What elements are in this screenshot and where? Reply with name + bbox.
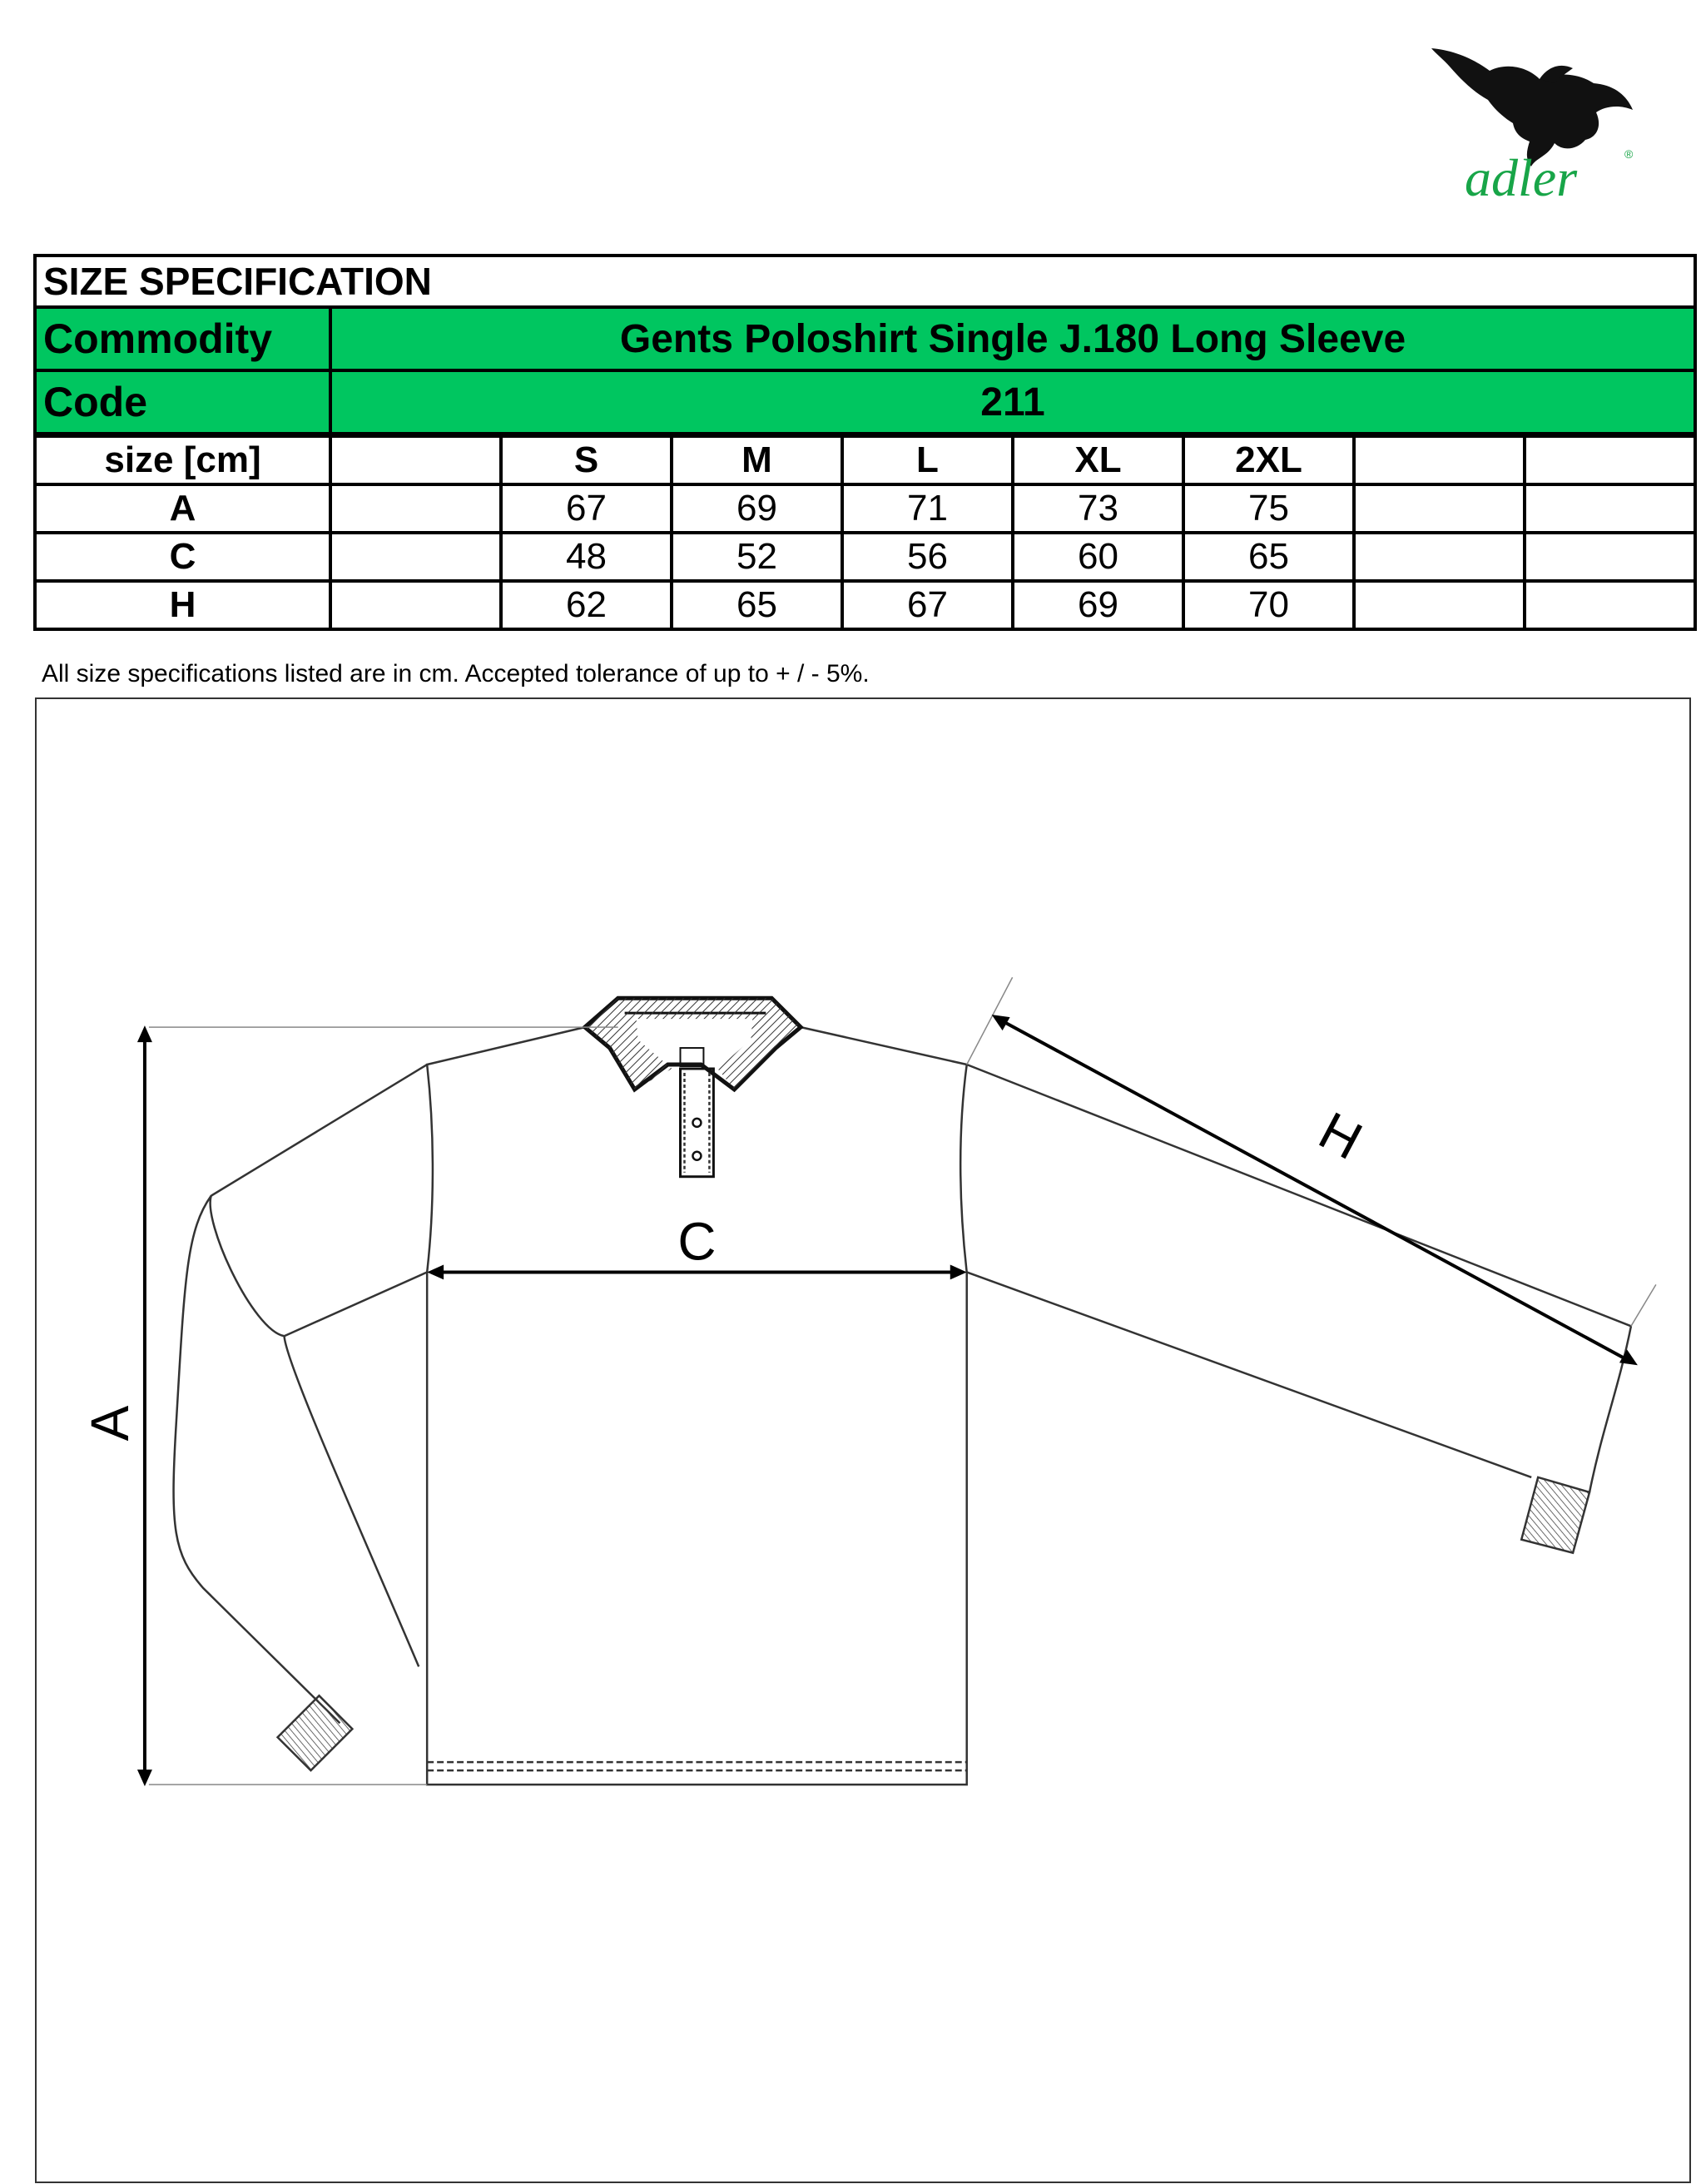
right-cuff [1521, 1477, 1589, 1553]
size-unit-header: size [cm] [35, 435, 330, 485]
row-label-a: A [35, 484, 330, 533]
size-header-s: S [501, 435, 672, 485]
size-header-2xl: 2XL [1183, 435, 1354, 485]
cell-c-l: 56 [842, 533, 1013, 581]
left-cuff [278, 1695, 353, 1770]
adler-logo [1415, 33, 1639, 208]
cell-h-2xl: 70 [1183, 581, 1354, 629]
table-row [35, 581, 1695, 629]
cell-h-l: 67 [842, 581, 1013, 629]
dimension-a [80, 1025, 618, 1786]
table-title: SIZE SPECIFICATION [35, 256, 1695, 307]
tolerance-note: All size specifications listed are in cm. Accepted tolerance of up to + / - 5%. [42, 660, 870, 687]
row-label-h: H [35, 581, 330, 629]
size-header-l: L [842, 435, 1013, 485]
cell-a-s: 67 [501, 484, 672, 533]
size-header-row [35, 435, 1695, 485]
cell-h-m: 65 [672, 581, 842, 629]
label-h: H [1309, 1099, 1372, 1171]
cell-h-xl: 69 [1013, 581, 1183, 629]
commodity-value: Gents Poloshirt Single J.180 Long Sleeve [330, 307, 1695, 370]
polo-shirt-drawing [37, 699, 1689, 2182]
shirt-outline [174, 998, 1631, 1784]
eagle-logo-icon [1415, 33, 1639, 208]
cell-a-m: 69 [672, 484, 842, 533]
commodity-label: Commodity [35, 307, 330, 370]
cell-c-s: 48 [501, 533, 672, 581]
size-header-m: M [672, 435, 842, 485]
logo-wordmark: adler [1465, 148, 1578, 207]
row-label-c: C [35, 533, 330, 581]
garment-diagram [35, 697, 1691, 2183]
label-c: C [677, 1211, 717, 1272]
code-value: 211 [330, 370, 1695, 435]
cell-a-xl: 73 [1013, 484, 1183, 533]
code-label: Code [35, 370, 330, 435]
svg-text:®: ® [1624, 147, 1634, 161]
table-row [35, 484, 1695, 533]
label-a: A [79, 1405, 140, 1442]
dimension-h [967, 977, 1656, 1365]
cell-h-s: 62 [501, 581, 672, 629]
size-specification-table [33, 254, 1406, 631]
cell-c-m: 52 [672, 533, 842, 581]
dimension-c [427, 1211, 967, 1279]
size-header-xl: XL [1013, 435, 1183, 485]
cell-c-xl: 60 [1013, 533, 1183, 581]
cell-a-2xl: 75 [1183, 484, 1354, 533]
cell-a-l: 71 [842, 484, 1013, 533]
cell-c-2xl: 65 [1183, 533, 1354, 581]
table-row [35, 533, 1695, 581]
